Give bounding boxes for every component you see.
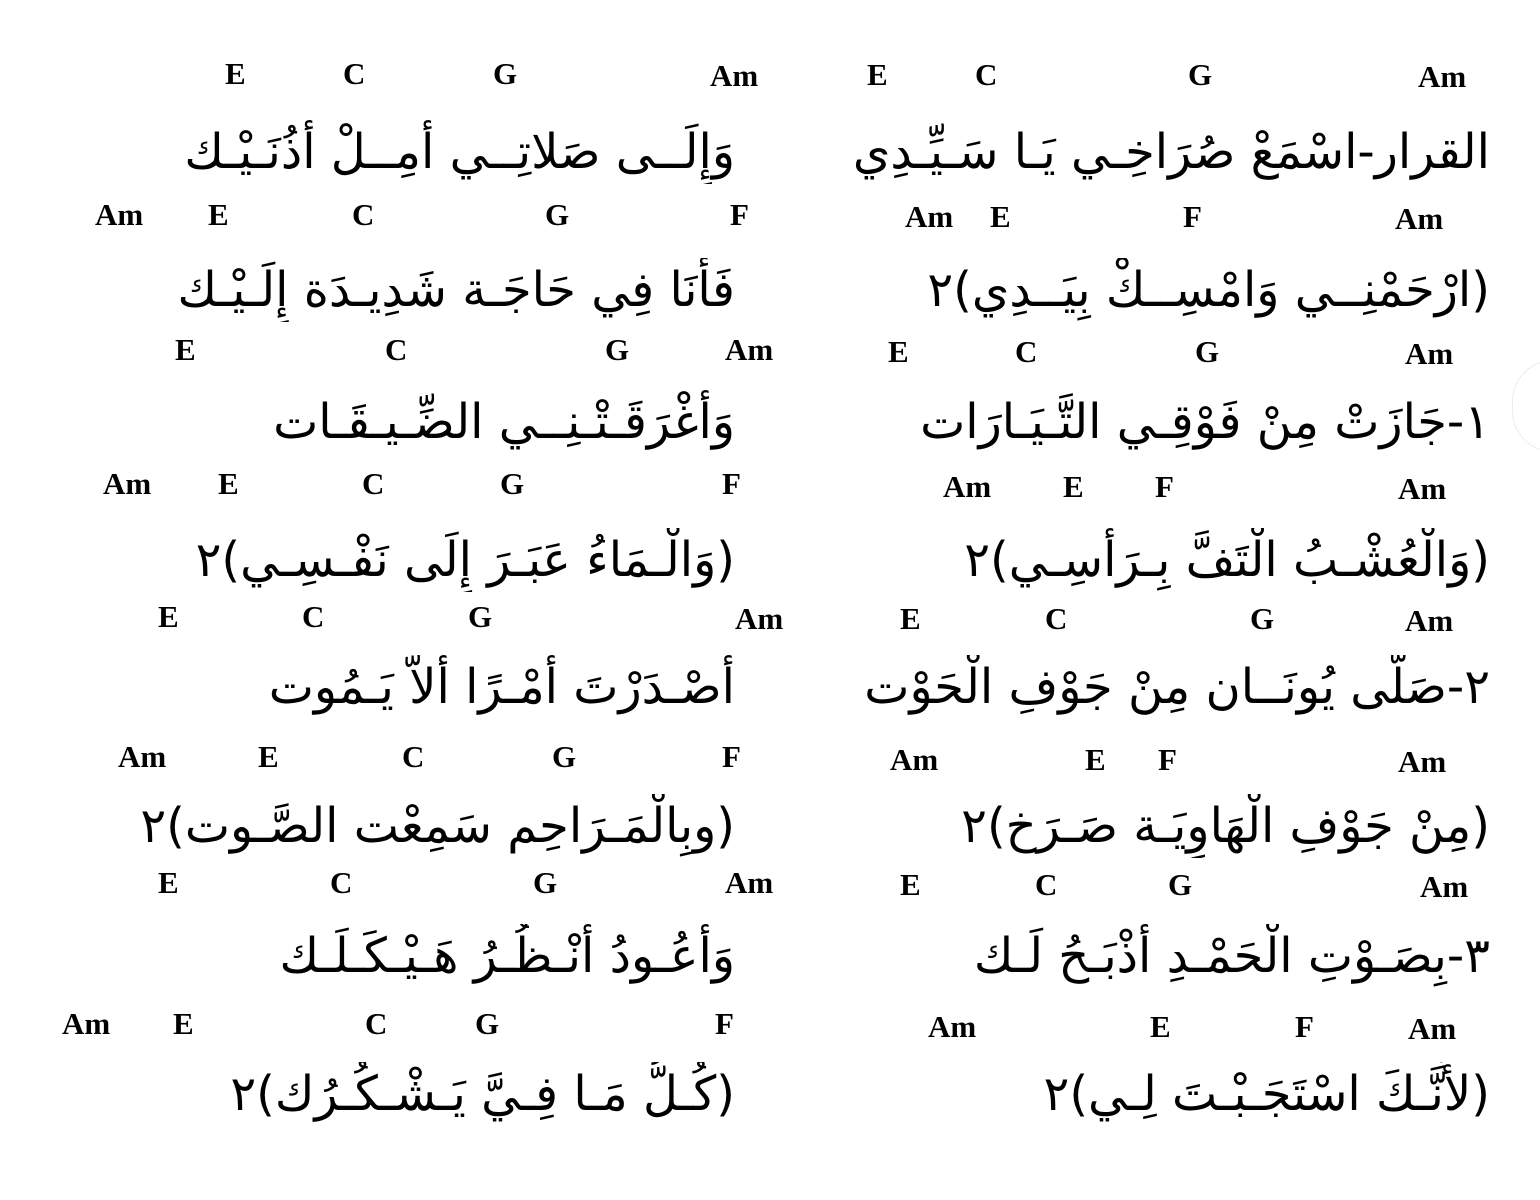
chord-label: E [1085,742,1106,777]
chord-label: Am [95,197,144,232]
chord-label: C [362,466,385,501]
lyric-line: (وَالْعُشْـبُ الْتَفَّ بِـرَأْسِـي)٢ [964,532,1490,588]
chord-label: F [715,1006,734,1041]
lyric-line: (وَالْـمَاءُ عَبَـرَ إِلَى نَفْـسِـي)٢ [195,532,735,588]
chord-label: Am [1420,869,1469,904]
chord-label: C [330,865,353,900]
chord-label: E [225,56,246,91]
chord-label: Am [1395,201,1444,236]
chord-label: G [552,739,577,774]
chord-label: F [1183,199,1202,234]
chord-label: Am [725,865,774,900]
chord-label: F [722,466,741,501]
lyric-line: وَإِلَــى صَلاتِــي أَمِــلْ أُذُنَـيْـك [184,124,735,180]
page-edge-mark [1512,360,1540,452]
lyric-line: ٢-صَلَّى يُونَــان مِنْ جَوْفِ الْحَوْت [864,659,1490,715]
chord-label: C [365,1006,388,1041]
chord-label: C [1035,867,1058,902]
chord-label: F [1295,1009,1314,1044]
chord-label: C [402,739,425,774]
chord-label: Am [890,742,939,777]
chord-label: E [158,599,179,634]
chord-label: Am [1418,59,1467,94]
chord-label: E [900,601,921,636]
chord-label: F [730,197,749,232]
lyric-line: (ارْحَمْنِــي وَامْسِــكْ بِيَــدِي)٢ [927,262,1490,318]
chord-label: Am [735,601,784,636]
chord-label: Am [725,332,774,367]
chord-label: E [173,1006,194,1041]
chord-label: G [605,332,630,367]
chord-label: Am [905,199,954,234]
chord-label: G [545,197,570,232]
chord-label: F [1158,742,1177,777]
chord-label: Am [1408,1011,1457,1046]
chord-label: E [208,197,229,232]
chord-label: E [258,739,279,774]
chord-label: G [500,466,525,501]
chord-label: Am [1405,336,1454,371]
chord-label: G [1168,867,1193,902]
lyric-line: (لأَنَّـكَ اسْتَجَـبْـتَ لِـي)٢ [1043,1066,1490,1122]
lyric-line: (كُـلُّ مَـا فِـيَّ يَـشْـكُـرُك)٢ [230,1066,735,1122]
lyric-line: وَأَغْرَقَـتْـنِــي الضِّـيـقَـات [273,394,735,450]
chord-label: Am [943,469,992,504]
chord-label: E [888,334,909,369]
chord-label: G [468,599,493,634]
chord-label: G [1195,334,1220,369]
chord-label: Am [710,58,759,93]
chord-label: F [722,739,741,774]
chord-label: G [475,1006,500,1041]
lyric-line: القرار-اسْمَعْ صُرَاخِـي يَـا سَـيِّـدِي [852,124,1490,180]
chord-label: C [352,197,375,232]
chord-label: E [990,199,1011,234]
lyric-line: ٣-بِصَـوْتِ الْحَمْـدِ أَذْبَـحُ لَـك [973,928,1490,984]
chord-label: E [175,332,196,367]
chord-label: Am [103,466,152,501]
chord-label: Am [1398,471,1447,506]
chord-label: E [900,867,921,902]
chord-label: E [218,466,239,501]
lyric-line: (مِنْ جَوْفِ الْهَاوِيَـة صَـرَخ)٢ [961,798,1490,854]
chord-label: E [867,57,888,92]
chord-label: E [158,865,179,900]
chord-label: Am [1405,603,1454,638]
chord-label: C [1045,601,1068,636]
chord-label: C [343,56,366,91]
chord-label: Am [118,739,167,774]
chord-label: Am [1398,744,1447,779]
chord-label: Am [928,1009,977,1044]
chord-label: G [1188,57,1213,92]
chord-label: C [975,57,998,92]
lyric-line: وَأَعُـودُ أَنْـظُـرُ هَـيْـكَـلَـك [279,928,735,984]
chord-label: E [1150,1009,1171,1044]
lyric-line: ١-جَازَتْ مِنْ فَوْقِـي التَّـيَـارَات [920,394,1490,450]
lyric-line: (وبِالْمَـرَاحِم سَمِعْت الصَّـوت)٢ [140,798,735,854]
chord-label: E [1063,469,1084,504]
chord-label: Am [62,1006,111,1041]
chord-label: C [302,599,325,634]
lyric-line: أَصْـدَرْتَ أَمْـرًا أَلاَّ يَـمُوت [268,659,735,715]
chord-label: G [1250,601,1275,636]
chord-label: G [493,56,518,91]
chord-label: C [1015,334,1038,369]
chord-label: G [533,865,558,900]
chord-label: F [1155,469,1174,504]
chord-label: C [385,332,408,367]
lyric-line: فَأَنَا فِي حَاجَـة شَدِيـدَة إِلَـيْـك [177,262,735,318]
